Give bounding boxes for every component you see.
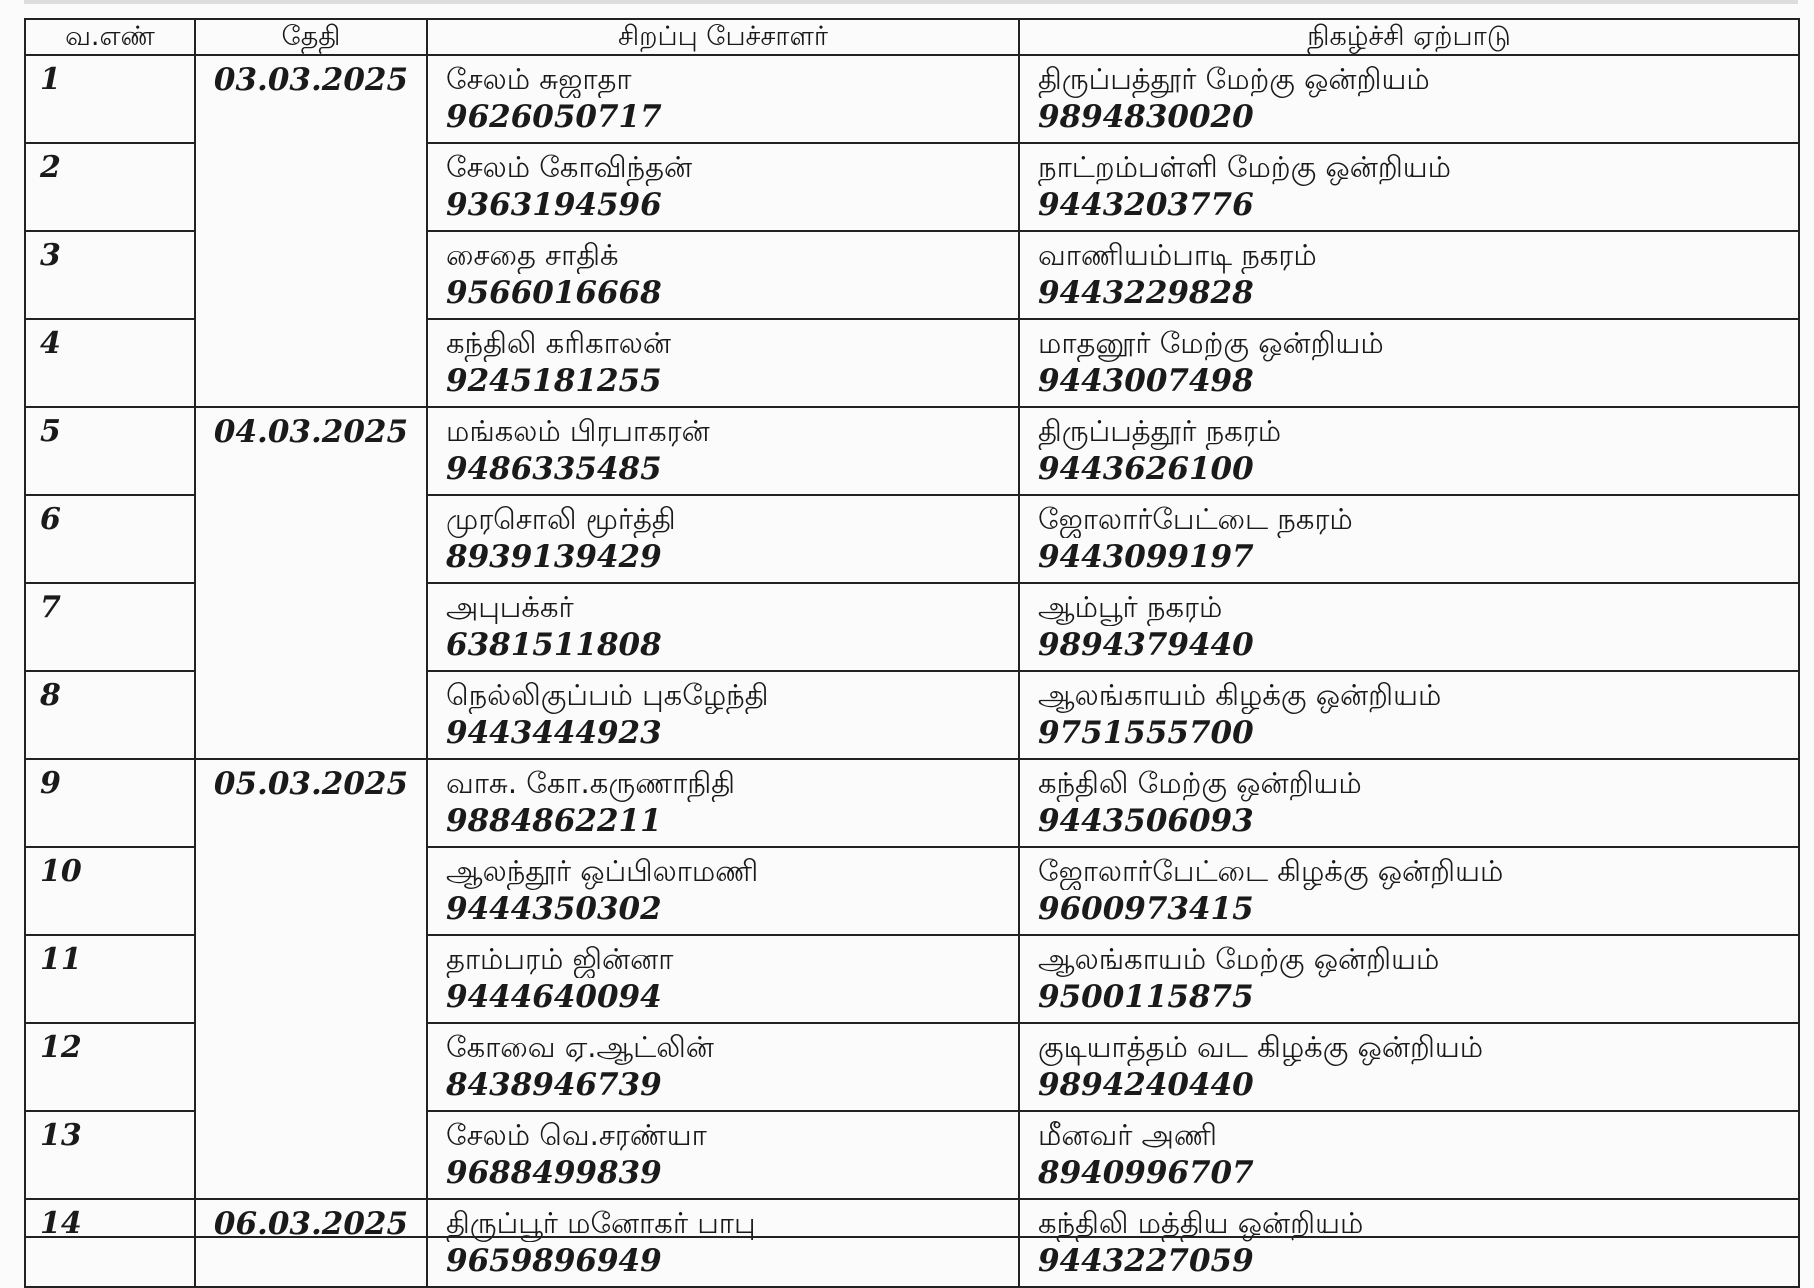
- organizer-name: ஜோலார்பேட்டை நகரம்: [1038, 502, 1353, 536]
- organizer-phone: 9443506093: [1038, 803, 1254, 839]
- serial-number: 11: [25, 935, 195, 1023]
- organizer-phone: 9894240440: [1038, 1067, 1254, 1103]
- table-row: [25, 407, 1799, 495]
- speaker-phone: 9884862211: [446, 803, 662, 839]
- organizer-name: ஆம்பூர் நகரம்: [1038, 590, 1223, 624]
- organizer-name: திருப்பத்தூர் மேற்கு ஒன்றியம்: [1038, 62, 1430, 96]
- speaker-name: வாசு. கோ.கருணாநிதி: [446, 766, 736, 800]
- serial-number: 7: [25, 583, 195, 671]
- speaker-cell: [427, 143, 1019, 231]
- speaker-name: அபுபக்கர்: [446, 590, 574, 624]
- speaker-name: மங்கலம் பிரபாகரன்: [446, 414, 710, 448]
- speaker-cell: [427, 231, 1019, 319]
- organizer-cell: [1019, 143, 1799, 231]
- serial-number: 6: [25, 495, 195, 583]
- speaker-phone: 9443444923: [446, 715, 662, 751]
- speaker-phone: 9363194596: [446, 187, 662, 223]
- organizer-phone: 9443229828: [1038, 275, 1254, 311]
- speaker-phone: 8939139429: [446, 539, 662, 575]
- organizer-name: ஆலங்காயம் மேற்கு ஒன்றியம்: [1038, 942, 1440, 976]
- header-row: [25, 19, 1799, 55]
- organizer-name: கந்திலி மத்திய ஒன்றியம்: [1038, 1206, 1364, 1240]
- speaker-phone: 9486335485: [446, 451, 662, 487]
- organizer-phone: 9443099197: [1038, 539, 1254, 575]
- speaker-cell: [427, 1023, 1019, 1111]
- speaker-phone: 9626050717: [446, 99, 662, 135]
- speaker-phone: 8438946739: [446, 1067, 662, 1103]
- serial-number: 9: [25, 759, 195, 847]
- serial-number: 14: [25, 1199, 195, 1287]
- table-header: [25, 19, 1799, 55]
- organizer-phone: 9443626100: [1038, 451, 1254, 487]
- date-cell: 04.03.2025: [195, 407, 427, 759]
- organizer-name: திருப்பத்தூர் நகரம்: [1038, 414, 1282, 448]
- speaker-cell: [427, 319, 1019, 407]
- speaker-name: திருப்பூர் மனோகர் பாபு: [446, 1206, 756, 1240]
- serial-number: 1: [25, 55, 195, 143]
- speaker-cell: [427, 671, 1019, 759]
- schedule-table: [24, 18, 1800, 1288]
- serial-number: 4: [25, 319, 195, 407]
- organizer-cell: [1019, 671, 1799, 759]
- speaker-name: சேலம் வெ.சரண்யா: [446, 1118, 707, 1152]
- organizer-phone: 9443007498: [1038, 363, 1254, 399]
- organizer-cell: [1019, 1111, 1799, 1199]
- speaker-name: முரசொலி மூர்த்தி: [446, 502, 676, 536]
- speaker-phone: 6381511808: [446, 627, 662, 663]
- speaker-cell: [427, 55, 1019, 143]
- organizer-cell: [1019, 319, 1799, 407]
- speaker-phone: 9688499839: [446, 1155, 662, 1191]
- next-row-edge: [24, 1236, 1798, 1244]
- organizer-phone: 9500115875: [1038, 979, 1254, 1015]
- speaker-name: தாம்பரம் ஜின்னா: [446, 942, 674, 976]
- speaker-name: ஆலந்தூர் ஒப்பிலாமணி: [446, 854, 759, 888]
- speaker-cell: [427, 583, 1019, 671]
- organizer-cell: [1019, 583, 1799, 671]
- serial-number: 13: [25, 1111, 195, 1199]
- date-cell: 03.03.2025: [195, 55, 427, 407]
- organizer-name: நாட்றம்பள்ளி மேற்கு ஒன்றியம்: [1038, 150, 1451, 184]
- speaker-cell: [427, 495, 1019, 583]
- speaker-name: கோவை ஏ.ஆட்லின்: [446, 1030, 714, 1064]
- organizer-phone: 9443227059: [1038, 1243, 1254, 1279]
- serial-number: 2: [25, 143, 195, 231]
- serial-number: 10: [25, 847, 195, 935]
- organizer-name: வாணியம்பாடி நகரம்: [1038, 238, 1317, 272]
- organizer-phone: 9443203776: [1038, 187, 1254, 223]
- header-speaker: சிறப்பு பேச்சாளர்: [427, 19, 1019, 55]
- speaker-phone: 9444350302: [446, 891, 662, 927]
- organizer-phone: 9894379440: [1038, 627, 1254, 663]
- table-row: [25, 759, 1799, 847]
- organizer-name: மீனவர் அணி: [1038, 1118, 1218, 1152]
- organizer-cell: [1019, 231, 1799, 319]
- organizer-cell: [1019, 55, 1799, 143]
- header-serial: வ.எண்: [25, 19, 195, 55]
- speaker-name: சேலம் சுஜாதா: [446, 62, 632, 96]
- speaker-cell: [427, 1111, 1019, 1199]
- speaker-cell: [427, 847, 1019, 935]
- serial-number: 8: [25, 671, 195, 759]
- serial-number: 5: [25, 407, 195, 495]
- speaker-name: சேலம் கோவிந்தன்: [446, 150, 693, 184]
- speaker-cell: [427, 407, 1019, 495]
- speaker-phone: 9659896949: [446, 1243, 662, 1279]
- organizer-name: ஆலங்காயம் கிழக்கு ஒன்றியம்: [1038, 678, 1442, 712]
- organizer-phone: 9600973415: [1038, 891, 1254, 927]
- date-cell: 06.03.2025: [195, 1199, 427, 1287]
- organizer-phone: 8940996707: [1038, 1155, 1254, 1191]
- speaker-phone: 9566016668: [446, 275, 662, 311]
- organizer-phone: 9894830020: [1038, 99, 1254, 135]
- organizer-name: கந்திலி மேற்கு ஒன்றியம்: [1038, 766, 1362, 800]
- organizer-name: ஜோலார்பேட்டை கிழக்கு ஒன்றியம்: [1038, 854, 1504, 888]
- organizer-cell: [1019, 935, 1799, 1023]
- organizer-cell: [1019, 407, 1799, 495]
- organizer-cell: [1019, 759, 1799, 847]
- top-edge: [24, 0, 1798, 4]
- serial-number: 3: [25, 231, 195, 319]
- speaker-name: சைதை சாதிக்: [446, 238, 619, 272]
- header-organizer: நிகழ்ச்சி ஏற்பாடு: [1019, 19, 1799, 55]
- organizer-name: குடியாத்தம் வட கிழக்கு ஒன்றியம்: [1038, 1030, 1484, 1064]
- serial-number: 12: [25, 1023, 195, 1111]
- header-date: தேதி: [195, 19, 427, 55]
- speaker-name: நெல்லிகுப்பம் புகழேந்தி: [446, 678, 769, 712]
- speaker-cell: [427, 935, 1019, 1023]
- speaker-phone: 9444640094: [446, 979, 662, 1015]
- speaker-cell: [427, 759, 1019, 847]
- organizer-cell: [1019, 847, 1799, 935]
- speaker-phone: 9245181255: [446, 363, 662, 399]
- organizer-cell: [1019, 495, 1799, 583]
- organizer-phone: 9751555700: [1038, 715, 1254, 751]
- speaker-name: கந்திலி கரிகாலன்: [446, 326, 671, 360]
- date-cell: 05.03.2025: [195, 759, 427, 1199]
- organizer-cell: [1019, 1023, 1799, 1111]
- table-body: [25, 55, 1799, 1287]
- organizer-name: மாதனூர் மேற்கு ஒன்றியம்: [1038, 326, 1384, 360]
- table-row: [25, 55, 1799, 143]
